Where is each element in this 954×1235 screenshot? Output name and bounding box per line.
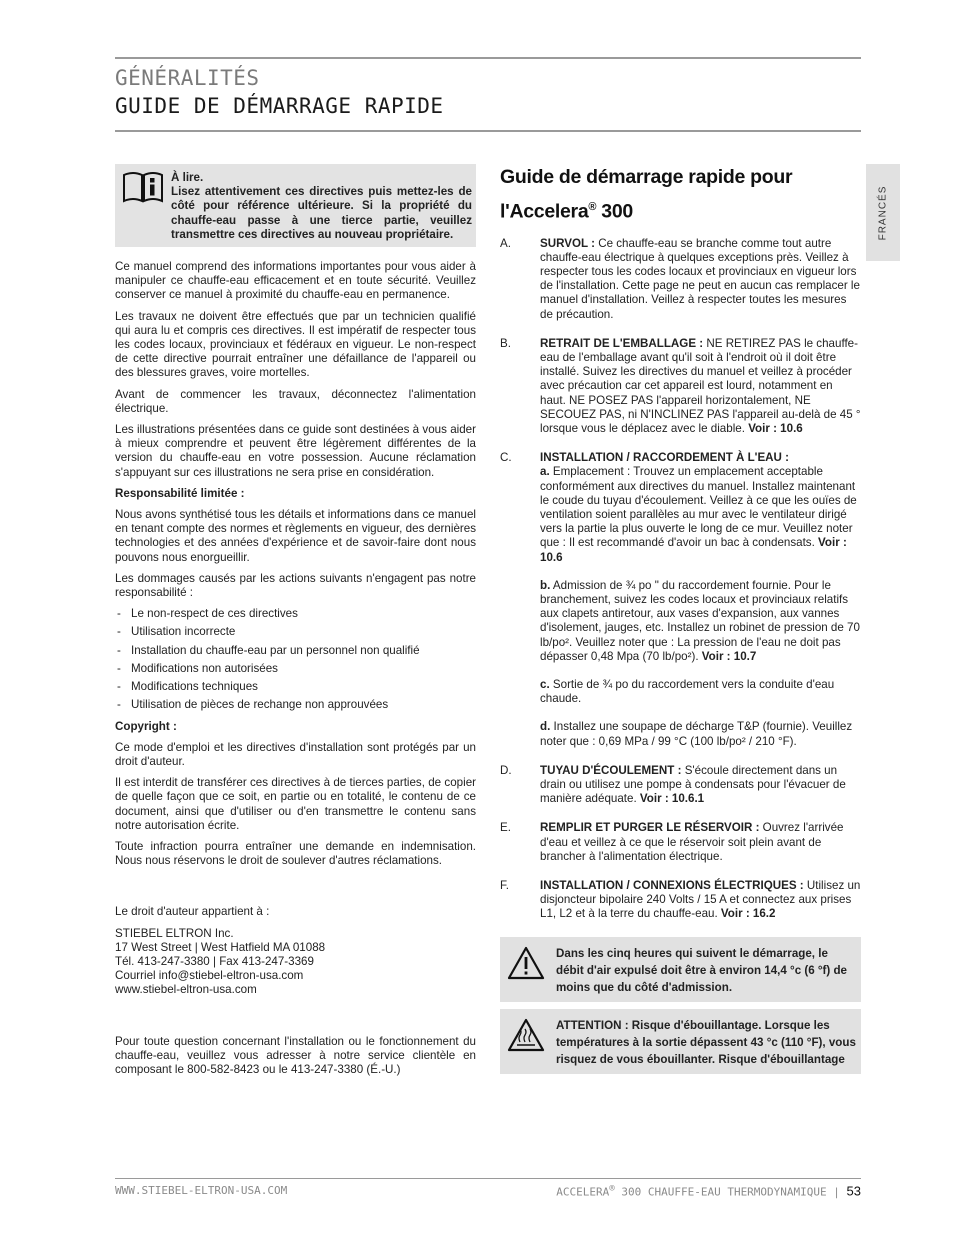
step-letter: F. [500, 879, 510, 893]
list-item: - Installation du chauffe-eau par un personnel non qualifié [115, 644, 476, 658]
footer-registered-mark: ® [609, 1183, 615, 1194]
substep-reference: Voir : 10.7 [701, 649, 757, 663]
language-tab-label: FRANCÉS [877, 185, 889, 240]
liability-heading: Responsabilité limitée : [115, 486, 245, 500]
page-title: GUIDE DE DÉMARRAGE RAPIDE [115, 94, 444, 118]
list-item: - Modifications non autorisées [115, 662, 476, 676]
scald-warning-box [500, 1009, 861, 1074]
substep-label: a. [540, 465, 550, 479]
footer-product-b: 300 CHAUFFE-EAU THERMODYNAMIQUE [614, 1185, 827, 1199]
substep-b [540, 579, 861, 664]
step-heading: SURVOL : [540, 236, 595, 250]
substep-reference: Voir : 10.6 [540, 536, 847, 564]
left-column [115, 164, 476, 1084]
substep-label: b. [540, 578, 551, 592]
quick-start-title [500, 162, 861, 227]
copyright-heading: Copyright : [115, 719, 177, 733]
footer-product-a: ACCELERA [556, 1185, 610, 1199]
footer-separator: | [826, 1185, 847, 1199]
qualified-technician-paragraph: Les travaux ne doivent être effectués que par un technicien qualifié qui aura lu et compris ces directives. Il est impératif de respecter tous les codes locaux, provinciaux et fédéraux en vigueur. Le non-respect de cette directive pourrait entraîner une défaillance de l'appareil ou des blessures graves, voire mortelles. [115, 309, 476, 380]
step-reference: Voir : 16.2 [720, 907, 776, 921]
step-heading: TUYAU D'ÉCOULEMENT : [540, 763, 682, 777]
company-address [115, 927, 476, 998]
step-c [500, 451, 861, 749]
notice-body: Lisez attentivement ces directives puis mettez-les de côté pour référence ultérieure. Si la propriété du chauffe-eau passe à une tierce partie, veuillez transmettre ces directives au nouveau propriétaire. [171, 185, 472, 241]
substep-c [540, 678, 861, 706]
substep-text: Admission de ¾ po " du raccordement fournie. Pour le branchement, suivez les codes locaux et provinciaux relatifs aux clapets antiretour, aux vases d'expansion, aux vannes d'isolement, jauges, etc. Installez un robinet de pression de 70 lb/po². Veuillez noter que : La pression de l'eau ne doit pas dépasser 0,48 Mpa (70 lb/po²). [540, 578, 860, 663]
section-title: GÉNÉRALITÉS [115, 66, 260, 90]
list-item: - Utilisation de pièces de rechange non approuvées [115, 698, 476, 712]
warning-text: ATTENTION : Risque d'ébouillantage. Lorsque les températures à la sortie dépassent 43 °c (110 °F), vous risquez de vous ébouillanter. Risque d'ébouillantage [556, 1018, 856, 1066]
airflow-warning-box [500, 937, 861, 1002]
step-b [500, 337, 861, 436]
step-heading: INSTALLATION / CONNEXIONS ÉLECTRIQUES : [540, 879, 804, 893]
step-f [500, 879, 861, 922]
list-item: - Utilisation incorrecte [115, 625, 476, 639]
illustrations-paragraph: Les illustrations présentées dans ce guide sont destinées à vous aider à mieux comprendre et peuvent être légèrement différentes de la version du chauffe-eau en votre possession. Aucune réclamation s'appuyant sur ces illustrations ne sera prise en considération. [115, 423, 476, 479]
address-line: www.stiebel-eltron-usa.com [115, 983, 257, 997]
title-line-2b: 300 [596, 200, 633, 223]
step-letter: C. [500, 451, 512, 465]
registered-mark: ® [588, 201, 597, 213]
title-line-2a: l'Accelera [500, 200, 589, 223]
exclusions-list [115, 607, 476, 712]
step-text: S'écoule directement dans un drain ou utilisez une pompe à condensats pour l'évacuer de manière adéquate. [540, 763, 846, 806]
step-text: Ouvrez l'arrivée d'eau et veillez à ce que le réservoir soit plein avant de brancher à l'alimentation électrique. [540, 821, 844, 863]
step-text: NE RETIREZ PAS le chauffe-eau de l'emballage avant qu'il soit à l'endroit où il doit être installé. Suivez les directives du manuel et veillez à procéder avec précaution car cet appareil est lourd, notamment en haut. NE POSEZ PAS l'appareil horizontalement, NE SECOUEZ PAS, ni N'INCLINEZ PAS l'appareil au-delà de 45 ° lorsque vous le déplacez avec le diable. [540, 336, 861, 435]
list-item: - Le non-respect de ces directives [115, 607, 476, 621]
address-line: 17 West Street | West Hatfield MA 01088 [115, 940, 326, 954]
substep-label: d. [540, 720, 551, 734]
transfer-paragraph: Il est interdit de transférer ces directives à de tierces parties, de copier de quelle façon que ce soit, en partie ou en totalité, le contenu de ce document, ainsi que d'utiliser ou d'en transmettre le contenu sans notre autorisation écrite. [115, 776, 476, 832]
step-heading: REMPLIR ET PURGER LE RÉSERVOIR : [540, 821, 760, 835]
read-notice-box [115, 164, 476, 247]
footer-product [556, 1183, 861, 1199]
right-column [500, 162, 861, 1081]
step-text: Ce chauffe-eau se branche comme tout autre chauffe-eau électrique à quelques exceptions près. Veillez à respecter tous les codes locaux et provinciaux en vigueur lors de l'installation. Cette page ne peut en aucun cas remplacer le manuel d'installation. Veillez à respecter toutes les mesures de précaution. [540, 236, 860, 321]
step-heading: INSTALLATION / RACCORDEMENT À L'EAU : [540, 451, 789, 465]
substep-label: c. [540, 677, 550, 691]
page-number: 53 [846, 1183, 861, 1199]
substep-a [540, 465, 861, 564]
footer-rule [115, 1178, 861, 1179]
step-reference: Voir : 10.6 [748, 421, 803, 435]
infringement-paragraph: Toute infraction pourra entraîner une demande en indemnisation. Nous nous réservons le droit de soulever d'autres réclamations. [115, 839, 476, 868]
address-line: Tél. 413-247-3380 | Fax 413-247-3369 [115, 954, 314, 968]
list-item: - Modifications techniques [115, 680, 476, 694]
customer-service-paragraph: Pour toute question concernant l'installation ou le fonctionnement du chauffe-eau, veuillez vous adresser à notre service clientèle en composant le 800-582-8423 ou le 413-247-3380 (É.-U.) [115, 1034, 476, 1076]
step-text: Utilisez un disjoncteur bipolaire 240 Volts / 15 A et connectez aux prises L1, L2 et à la terre du chauffe-eau. [540, 879, 861, 921]
step-e [500, 821, 861, 864]
step-d [500, 764, 861, 807]
owner-intro: Le droit d'auteur appartient à : [115, 905, 270, 919]
address-line: STIEBEL ELTRON Inc. [115, 926, 234, 940]
header-bottom-rule [115, 130, 861, 132]
hot-surface-icon [506, 1017, 546, 1058]
header-top-rule [115, 57, 861, 59]
step-heading: RETRAIT DE L'EMBALLAGE : [540, 336, 704, 350]
step-a [500, 237, 861, 322]
step-letter: A. [500, 236, 511, 250]
substep-text: Sortie de ¾ po du raccordement vers la conduite d'eau chaude. [540, 677, 835, 706]
substep-d [540, 720, 861, 748]
liability-paragraph: Nous avons synthétisé tous les détails et informations dans ce manuel en tenant compte des normes et règlements en vigueur, des dernières technologies et des années d'expérience et de savoir-faire dont nous pouvons nous enorgueillir. [115, 508, 476, 564]
warning-triangle-icon [506, 945, 546, 986]
warning-text: Dans les cinq heures qui suivent le démarrage, le débit d'air expulsé doit être à environ 14,4 °c (6 °f) de moins que du côté d'admission. [556, 946, 848, 994]
step-letter: E. [500, 821, 511, 835]
footer-website: WWW.STIEBEL-ELTRON-USA.COM [115, 1184, 288, 1197]
address-line: Courriel info@stiebel-eltron-usa.com [115, 969, 304, 983]
step-letter: D. [500, 763, 512, 777]
title-line-1: Guide de démarrage rapide pour [500, 166, 793, 188]
disconnect-power-paragraph: Avant de commencer les travaux, déconnectez l'alimentation électrique. [115, 387, 476, 415]
substep-text: Installez une soupape de décharge T&P (fournie). Veuillez noter que : 0,69 MPa / 99 °C (100 lb/po² / 210 °F). [540, 720, 853, 748]
notice-title: À lire. [171, 171, 204, 184]
language-tab [866, 164, 900, 261]
intro-paragraph: Ce manuel comprend des informations importantes pour vous aider à manipuler ce chauffe-eau efficacement et en toute sécurité. Veuillez conserver ce manuel à proximité du chauffe-eau en permanence. [115, 260, 476, 302]
step-reference: Voir : 10.6.1 [639, 792, 705, 806]
substep-text: Emplacement : Trouvez un emplacement acceptable conformément aux directives du manuel. Installez maintenant le coude du tuyau d'écoulement. Veillez à ce que les ouïes de ventilation soient parallèles au mur avec le ventilateur dirigé vers la partie la plus ouverte le long de ce mur. Veuillez noter que : Il est recommandé d'avoir un bac à condensats. [540, 465, 857, 550]
copyright-paragraph: Ce mode d'emploi et les directives d'installation sont protégés par un droit d'auteur. [115, 740, 476, 768]
manual-info-icon [121, 170, 165, 208]
step-letter: B. [500, 336, 511, 350]
damages-paragraph: Les dommages causés par les actions suivants n'engagent pas notre responsabilité : [115, 571, 476, 600]
